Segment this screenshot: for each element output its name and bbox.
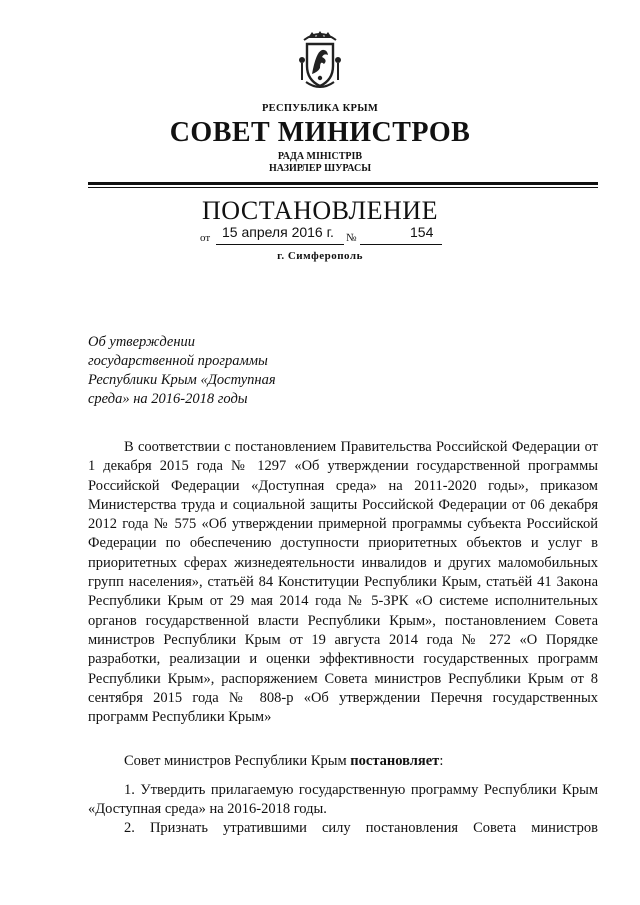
- document-type-title: ПОСТАНОВЛЕНИЕ: [202, 196, 438, 225]
- preamble-paragraph: В соответствии с постановлением Правительства Российской Федерации от 1 декабря 2015 года № 1297 «Об утверждении государственной программы Российской Федерации «Доступная среда» на 2011-2020 годы», приказом Министерства труда и социальной защиты Российской Федерации от 06 декабря 2012 года № 575 «Об утверждении примерной программы субъекта Российской Федерации по обеспечению доступности приоритетных объектов и услуг в приоритетных сферах жизнедеятельности инвалидов и других маломобильных групп населения», статьёй 84 Конституции Республики Крым, статьёй 41 Закона Республики Крым от 29 мая 2014 года № 5-ЗРК «О системе исполнительных органов государственной власти Республики Крым», постановлением Совета министров Республики Крым от 19 августа 2014 года № 272 «О Порядке разработки, реализации и оценки эффективности государственных программ Республики Крым», распоряжением Совета министров Республики Крым от 8 сентября 2015 года № 808-р «Об утверждении Перечня государственных программ Республики Крым»: [88, 439, 598, 726]
- decree-item-1: 1. Утвердить прилагаемую государственную программу Республики Крым «Доступная среда» на 2016-2018 годы.: [88, 782, 598, 818]
- decree-subject: [88, 333, 348, 409]
- resolves-paragraph: [88, 752, 598, 771]
- date-underline: [216, 244, 344, 245]
- crimea-coat-of-arms-icon: [298, 30, 342, 90]
- subject-line: среда» на 2016-2018 годы: [88, 391, 248, 407]
- from-label: от: [200, 232, 211, 244]
- council-name-ukrainian: РАДА МІНІСТРІВ: [277, 151, 363, 162]
- council-name-crimean-tatar: НАЗИРЛЕР ШУРАСЫ: [268, 163, 372, 174]
- subject-line: Об утверждении: [88, 334, 196, 350]
- resolves-suffix: :: [439, 753, 444, 769]
- republic-name: РЕСПУБЛИКА КРЫМ: [261, 103, 379, 114]
- decree-number: 154: [410, 224, 434, 240]
- header-rule-thin: [88, 187, 598, 188]
- subject-line: государственной программы: [88, 353, 268, 369]
- resolves-prefix: Совет министров Республики Крым: [124, 753, 347, 769]
- resolves-keyword: постановляет: [350, 753, 440, 769]
- council-name: СОВЕТ МИНИСТРОВ: [169, 117, 471, 148]
- header-rule-thick: [88, 182, 598, 185]
- number-underline: [360, 244, 442, 245]
- decree-item-2: 2. Признать утратившими силу постановления Совета министров: [124, 820, 598, 836]
- number-label: №: [346, 232, 357, 244]
- city: г. Симферополь: [277, 250, 363, 262]
- decree-date: 15 апреля 2016 г.: [222, 224, 334, 240]
- subject-line: Республики Крым «Доступная: [88, 372, 276, 388]
